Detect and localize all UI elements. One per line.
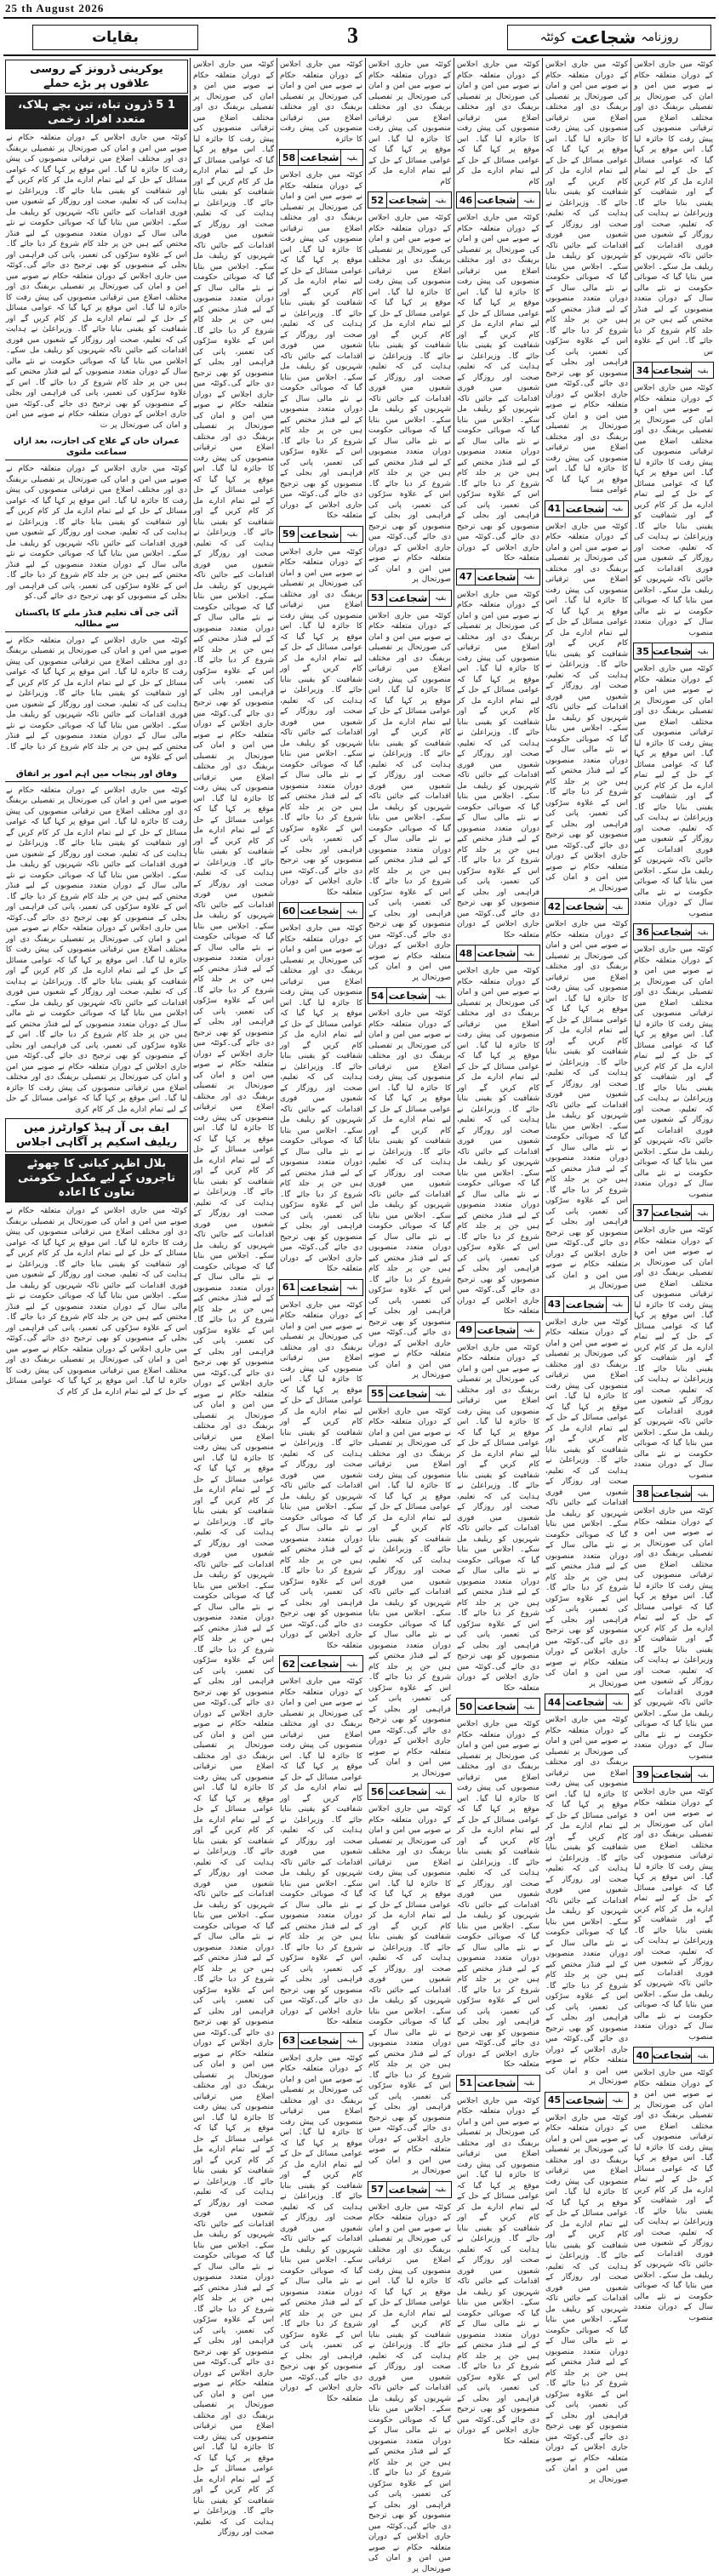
- article-text: کوئٹہ میں جاری اجلاس کے دوران متعلقہ حکام نے صوبے میں امن و امان کی صورتحال پر تفصیلی بریفنگ دی اور مختلف اضلاع میں ترقیاتی منصوبوں کی پیش رفت کا جائزہ لیا گیا۔ اس موقع پر کہا گیا کہ عوامی مسائل کے حل کے لیے تمام ادارے مل کر کام کریں گے اور شفافیت کو یقینی بنایا جائے گا۔ وزیراعلیٰ نے ہدایت کی کہ تعلیم، صحت اور روزگار کے شعبوں میں فوری اقدامات کیے جائیں تاکہ شہریوں کو ریلیف مل سکے۔ اجلاس میں بتایا گیا کہ صوبائی حکومت نے نئے مالی سال کے دوران متعدد منصوب: [631, 1785, 716, 2044]
- tag-brand: شجاعت: [299, 527, 340, 542]
- article-text: کوئٹہ میں جاری اجلاس کے دوران متعلقہ حکام نے صوبے میں امن و امان کی صورتحال پر تفصیلی بریفنگ دی اور مختلف اضلاع میں ترقیاتی منصوبوں کی پیش رفت کا جائزہ لیا گیا۔ اس موقع پر کہا گیا کہ عوامی مسائل کے حل کے لیے تمام ادارے مل کر کام کریں گے اور شفافیت کو یقینی بنایا جائے گا۔ وزیراعلیٰ نے ہدایت کی کہ تعلیم، صحت اور روزگار کے شعبوں میں فوری اقدامات کیے جائیں تاکہ شہریوں کو ریلیف مل سکے۔ اجلاس میں بتایا گیا کہ صوبائی حکومت نے نئے مالی سال کے دوران متعدد منصوبوں کے لیے فنڈز مختص کیے ہیں جن پر جلد کام شروع کر دیا جائے گا۔ اس کے علاوہ س: [631, 58, 716, 359]
- paper-name: شجاعت: [571, 27, 636, 48]
- continued-story-tag: [456, 191, 540, 208]
- continued-story-tag: [633, 1204, 714, 1221]
- continued-story-tag: [368, 191, 452, 208]
- headline-federal-punjab: وفاق اور پنجاب میں اہم امور پر اتفاق: [5, 767, 188, 782]
- masthead: [3, 20, 716, 54]
- tag-number: 61: [280, 1280, 299, 1295]
- tag-number: 37: [634, 1205, 653, 1220]
- article-text: کوئٹہ میں جاری اجلاس کے دوران متعلقہ حکام نے صوبے میں امن و امان کی صورتحال پر تفصیلی بریفنگ دی اور مختلف اضلاع میں ترقیاتی منصوبوں کی پیش رفت کا جائزہ لیا گیا۔ اس موقع پر کہا گیا کہ عوامی مسائل کے حل کے لیے تمام ادارے مل کر کام کریں گے اور شفافیت کو یقینی بنایا جائے گا۔ وزیراعلیٰ نے ہدایت کی کہ تعلیم، صحت اور روزگار کے شعبوں میں فوری اقدامات کیے جائیں تاکہ شہریوں کو ریلیف مل سکے۔ اجلاس میں بتایا گیا کہ صوبائی حکومت نے نئے مالی سال کے دوران متعدد منصوب: [631, 2066, 716, 2325]
- tag-brand: شجاعت: [476, 192, 517, 208]
- tag-label: بقیہ: [429, 2182, 451, 2197]
- tag-label: بقیہ: [429, 988, 451, 1003]
- tag-number: 53: [368, 591, 387, 606]
- column-6: [190, 58, 277, 1320]
- column-1: [631, 58, 716, 1320]
- continued-story-tag: [279, 526, 363, 543]
- column-7: [3, 58, 190, 1320]
- article-text: کوئٹہ میں جاری اجلاس کے دوران متعلقہ حکام نے صوبے میں امن و امان کی صورتحال پر تفصیلی بریفنگ دی اور مختلف اضلاع میں ترقیاتی منصوبوں کی پیش رفت کا جائزہ لیا گیا۔ اس موقع پر کہا گیا کہ عوامی مسائل کے حل کے لیے تمام ادارے مل کر کام کریں گے اور شفافیت کو یقینی بنایا جائے گا۔ وزیراعلیٰ نے ہدایت کی کہ تعلیم، صحت اور روزگار کے شعبوں میں فوری اقدامات کیے جائیں تاکہ شہریوں کو ریلیف مل سکے۔ اجلاس میں بتایا گیا کہ صوبائی حکومت نے نئے مالی سال کے دوران متعدد منصوبوں کے لیے فنڈز مختص کیے ہیں جن پر جلد کام شروع کر دیا جائے گا۔ اس کے علاوہ سڑکوں کی تعمیر، پانی کی فراہمی اور بجلی کے منصوبوں کو بھی ترجیح دی جائے گی۔کوئٹہ میں جاری اجلاس کے دوران متعلقہ حکا: [454, 588, 542, 943]
- tag-brand: شجاعت: [476, 1699, 517, 1714]
- continued-story-tag: [456, 568, 540, 585]
- tag-number: 40: [634, 2048, 653, 2063]
- tag-label: بقیہ: [517, 1699, 539, 1714]
- continued-story-tag: [368, 1385, 452, 1402]
- tag-label: بقیہ: [429, 192, 451, 208]
- tag-number: 43: [545, 1297, 564, 1312]
- article-text: کوئٹہ میں جاری اجلاس کے دوران متعلقہ حکام نے صوبے میں امن و امان کی صورتحال پر تفصیلی بریفنگ دی اور مختلف اضلاع میں ترقیاتی منصوبوں کی پیش رفت کا جائزہ: [277, 58, 365, 146]
- article-text: کوئٹہ میں جاری اجلاس کے دوران متعلقہ حکام نے صوبے میں امن و امان کی صورتحال پر تفصیلی بریفنگ دی اور مختلف اضلاع میں ترقیاتی منصوبوں کی پیش رفت کا جائزہ لیا گیا۔ اس موقع پر کہا گیا کہ عوامی مسائل کے حل کے لیے تمام ادارے مل کر کام کریں گے اور شفافیت کو یقینی بنایا جائے گا۔ وزیراعلیٰ نے ہدایت کی کہ تعلیم، صحت اور روزگار کے شعبوں میں فوری اقدامات کیے جائیں تاکہ شہریوں کو ریلیف مل سکے۔ اجلاس میں بتایا گیا کہ صوبائی حکومت نے نئے مالی سال کے دوران متعدد منصوبوں کے لیے فنڈز مختص کیے ہیں جن پر جلد کام شروع کر دیا جائے گا۔ اس کے علاوہ سڑکوں کی تعمیر، پانی کی فراہمی اور بجلی کے منصوبوں کو بھی ترجیح دی جائے گی۔کوئٹہ میں جاری اجلاس کے دوران متعلقہ حکام نے صوبے میں امن و امان کی صورتحال پر تفصیلی بریفنگ دی اور مختلف اضلاع میں ترقیاتی منصوبوں کی پیش رفت کا جائزہ لیا گیا۔ اس موقع پر کہا گیا کہ عوامی مسائل کے حل کے لیے تمام ادارے مل کر کام ک: [3, 1204, 190, 1399]
- article-text: کوئٹہ میں جاری اجلاس کے دوران متعلقہ حکام نے صوبے میں امن و امان کی صورتحال پر تفصیلی بریفنگ دی اور مختلف اضلاع میں ترقیاتی منصوبوں کی پیش رفت کا جائزہ لیا گیا۔ اس موقع پر کہا گیا کہ عوامی مسائل کے حل کے لیے تمام ادارے مل کر کام کریں گے اور شفافیت کو یقینی بنایا جائے گا۔ وزیراعلیٰ نے ہدایت کی کہ تعلیم، صحت اور روزگار کے شعبوں میں فوری اقدامات کیے جائیں تاکہ شہریوں کو ریلیف مل سکے۔ اجلاس میں بتایا گیا کہ صوبائی حکومت نے نئے مالی سال کے دوران متعدد منصوبوں کے لیے فنڈز مختص کیے ہیں جن پر جلد کام شروع کر دیا جائے گا۔ اس کے علاوہ سڑکوں کی تعمیر، پانی کی فراہمی اور بجلی کے منصوبوں کو بھی ترجیح دی جائے گی۔کوئٹہ میں جاری اجلاس کے دوران متعلقہ حکام نے صوبے میں امن و امان کی صورتحال پر: [366, 2201, 454, 2576]
- tag-label: بقیہ: [691, 1486, 713, 1501]
- masthead-rule: [3, 54, 716, 56]
- article-text: کوئٹہ میں جاری اجلاس کے دوران متعلقہ حکام نے صوبے میں امن و امان کی صورتحال پر تفصیلی بریفنگ دی اور مختلف اضلاع میں ترقیاتی منصوبوں کی پیش رفت کا جائزہ لیا گیا۔ اس موقع پر کہا گیا کہ عوامی مسائل کے حل کے لیے تمام ادارے مل کر کام کریں گے اور شفافیت کو یقینی بنایا جائے گا۔ وزیراعلیٰ نے ہدایت کی کہ تعلیم، صحت اور روزگار کے شعبوں میں فوری اقدامات کیے جائیں تاکہ شہریوں کو ریلیف مل سکے۔ اجلاس میں بتایا گیا کہ صوبائی حکومت نے نئے مالی سال کے دوران متعدد منصوب: [631, 1224, 716, 1482]
- tag-label: بقیہ: [606, 1694, 628, 1710]
- tag-label: بقیہ: [517, 2076, 539, 2091]
- article-text: کوئٹہ میں جاری اجلاس کے دوران متعلقہ حکام نے صوبے میں امن و امان کی صورتحال پر تفصیلی بریفنگ دی اور مختلف اضلاع میں ترقیاتی منصوبوں کی پیش رفت کا جائزہ لیا گیا۔ اس موقع پر کہا گیا کہ عوامی مسائل کے حل کے لیے تمام ادارے مل کر کام کریں گے اور شفافیت کو یقینی بنایا جائے گا۔ وزیراعلیٰ نے ہدایت کی کہ تعلیم، صحت اور روزگار کے شعبوں میں فوری اقدامات کیے جائیں تاکہ شہریوں کو ریلیف مل سکے۔ اجلاس میں بتایا گیا کہ صوبائی حکومت نے نئے مالی سال کے دوران متعدد منصوب: [631, 943, 716, 1202]
- continued-story-tag: [368, 2181, 452, 2198]
- subheadline-fbr-meeting: بلال اظہر کیانی کا چھوٹے تاجروں کے لیے مکمل حکومتی تعاون کا اعادہ: [5, 1154, 188, 1202]
- article-text: کوئٹہ میں جاری اجلاس کے دوران متعلقہ حکام نے صوبے میں امن و امان کی صورتحال پر تفصیلی بریفنگ دی اور مختلف اضلاع میں ترقیاتی منصوبوں کی پیش رفت کا جائزہ لیا گیا۔ اس موقع پر کہا گیا کہ عوامی مسائل کے حل کے لیے تمام ادارے مل کر کام کریں گے اور شفافیت کو یقینی بنایا جائے گا۔ وزیراعلیٰ نے ہدایت کی کہ تعلیم، صحت اور روزگار کے شعبوں میں فوری اقدامات کیے جائیں تاکہ شہریوں کو ریلیف مل سکے۔ اجلاس میں بتایا گیا کہ صوبائی حکومت نے نئے مالی سال کے دوران متعدد منصوبوں کے لیے فنڈز مختص کیے ہیں جن پر جلد کام شروع کر دیا جائے گا۔ اس کے علاوہ سڑکوں کی تعمیر، پانی کی فراہمی اور بجلی کے منصوبوں کو بھی ترجیح دی جائے گی۔کوئٹہ میں جاری اجلاس کے دوران متعلقہ حکام نے صوبے میں امن و امان کی صورتحال پر: [543, 917, 631, 1294]
- article-text: کوئٹہ میں جاری اجلاس کے دوران متعلقہ حکام نے صوبے میں امن و امان کی صورتحال پر تفصیلی بریفنگ دی اور مختلف اضلاع میں ترقیاتی منصوبوں کی پیش رفت کا جائزہ لیا گیا۔ اس موقع پر کہا گیا کہ عوامی مسائل کے حل کے لیے تمام ادارے مل کر کام کریں گے اور شفافیت کو یقینی بنایا جائے گا۔ وزیراعلیٰ نے ہدایت کی کہ تعلیم، صحت اور روزگار کے شعبوں میں فوری اقدامات کیے جائیں تاکہ شہریوں کو ریلیف مل سکے۔ اجلاس میں بتایا گیا کہ صوبائی حکومت نے نئے مالی سال کے دوران متعدد منصوبوں کے لیے فنڈز مختص کیے ہیں جن پر جلد کام شروع کر دیا جائے گا۔ اس کے علاوہ سڑکوں کی تعمیر، پانی کی فراہمی اور بجلی کے منصوبوں کو بھی ترجیح دی جائے گی۔کوئٹہ میں جاری اجلاس کے دوران متعلقہ حکا: [277, 2052, 365, 2407]
- article-text: کوئٹہ میں جاری اجلاس کے دوران متعلقہ حکام نے صوبے میں امن و امان کی صورتحال پر تفصیلی بریفنگ دی اور مختلف اضلاع میں ترقیاتی منصوبوں کی پیش رفت کا جائزہ لیا گیا۔ اس موقع پر کہا گیا کہ عوامی مسائل کے حل کے لیے تمام ادارے مل کر کام کریں گے اور شفافیت کو یقینی بنایا جائے گا۔ وزیراعلیٰ نے ہدایت کی کہ تعلیم، صحت اور روزگار کے شعبوں میں فوری اقدامات کیے جائیں تاکہ شہریوں کو ریلیف مل سکے۔ اجلاس میں بتایا گیا کہ صوبائی حکومت نے نئے مالی سال کے دوران متعدد منصوبوں کے لیے فنڈز مختص کیے ہیں جن پر جلد کام شروع کر دیا جائے گا۔ اس کے علاوہ سڑکوں کی تعمیر، پانی کی فراہمی اور بجلی کے منصوبوں کو بھی ترجیح دی جائے گی۔کوئٹہ میں جاری اجلاس کے دوران متعلقہ حکام نے صوبے میں امن و امان کی صورتحال پر: [366, 1802, 454, 2179]
- paper-prefix: روزنامہ: [641, 31, 678, 44]
- tag-brand: شجاعت: [476, 1322, 517, 1338]
- headline-fbr-meeting: ایف بی آر ہیڈ کوارٹرز میں ریلیف اسکیم پر آگاہی اجلاس: [5, 1118, 188, 1152]
- tag-brand: شجاعت: [476, 2076, 517, 2091]
- continued-story-tag: [633, 2047, 714, 2064]
- tag-number: 62: [280, 1656, 299, 1671]
- tag-label: بقیہ: [517, 569, 539, 585]
- headline-imran-khan: عمران خان کے علاج کی اجازت، بعد ازاں سماعت ملتوی: [5, 434, 188, 460]
- article-text: کوئٹہ میں جاری اجلاس کے دوران متعلقہ حکام نے صوبے میں امن و امان کی صورتحال پر تفصیلی بریفنگ دی اور مختلف اضلاع میں ترقیاتی منصوبوں کی پیش رفت کا جائزہ لیا گیا۔ اس موقع پر کہا گیا کہ عوامی مسائل کے حل کے لیے تمام ادارے مل کر کام کریں گے اور شفافیت کو یقینی بنایا جائے گا۔ وزیراعلیٰ نے ہدایت کی کہ تعلیم، صحت اور روزگار کے شعبوں میں فوری اقدامات کیے جائیں تاکہ شہریوں کو ریلیف مل سکے۔ اجلاس میں بتایا گیا کہ صوبائی حکومت نے نئے مالی سال کے دوران متعدد منصوبوں کے لیے فنڈز مختص کیے ہیں جن پر جلد کام شروع کر دیا جائے گا۔ اس کے علاوہ سڑکوں کی تعمیر، پانی کی فراہمی اور بجلی کے منصوبوں کو بھی ترجیح دی جائے گی۔کوئٹہ میں جاری اجلاس کے دوران متعلقہ حکام نے صوبے میں امن و امان کی صورتحال پر تفصیلی بریفنگ دی اور مختلف اضلاع میں ترقیاتی منصوبوں کی پیش رفت کا جائزہ لیا گیا۔ اس موقع پر کہا گیا کہ عوامی مسائل کے حل کے لیے تمام ادارے مل کر کام کریں گے اور شفافیت کو یقینی بنایا جائے گا۔ وزیراعلیٰ نے ہدایت کی کہ تعلیم، صحت اور روزگار کے شعبوں میں فوری اقدامات کیے جائیں تاکہ شہریوں کو ریلیف مل سکے۔ اجلاس میں بتایا گیا کہ صوبائی حکومت نے نئے مالی سال کے دوران متعدد منصوبوں کے لیے فنڈز مختص کیے ہیں جن پر جلد کام شروع کر دیا جائے گا۔ اس کے علاوہ سڑکوں کی تعمیر، پانی کی فراہمی اور بجلی کے منصوبوں کو بھی ترجیح دی جائے گی۔کوئٹہ میں جاری اجلاس کے دوران متعلقہ حکام نے صوبے میں امن و امان کی صورتحال پر تفصیلی بریفنگ دی اور مختلف اضلاع میں ترقیاتی منصوبوں کی پیش رفت کا جائزہ لیا گیا۔ اس موقع پر کہا گیا کہ عوامی مسائل کے حل کے لیے تمام ادارے مل کر کام کری: [3, 784, 190, 1117]
- section-title: بقایات: [32, 25, 198, 50]
- continued-story-tag: [279, 2032, 363, 2049]
- tag-brand: شجاعت: [476, 945, 517, 961]
- tag-brand: شجاعت: [299, 1280, 340, 1295]
- article-text: کوئٹہ میں جاری اجلاس کے دوران متعلقہ حکام نے صوبے میں امن و امان کی صورتحال پر تفصیلی بریفنگ دی اور مختلف اضلاع میں ترقیاتی منصوبوں کی پیش رفت کا جائزہ لیا گیا۔ اس موقع پر کہا گیا کہ عوامی مسائل کے حل کے لیے تمام ادارے مل کر کام کریں گے اور شفافیت کو یقینی بنایا جائے گا۔ وزیراعلیٰ نے ہدایت کی کہ تعلیم، صحت اور روزگار کے شعبوں میں فوری اقدامات کیے جائیں تاکہ شہریوں کو ریلیف مل سکے۔ اجلاس میں بتایا گیا کہ صوبائی حکومت نے نئے مالی سال کے دوران متعدد منصوبوں کے لیے فنڈز مختص کیے ہیں جن پر جلد کام شروع کر دیا جائے گا۔ اس کے علاوہ سڑکوں کی تعمیر، پانی کی فراہمی اور بجلی کے منصوبوں کو بھی ترجیح دی جائے گی۔کوئٹہ میں جاری اجلاس کے دوران متعلقہ حکا: [454, 1717, 542, 2072]
- tag-number: 51: [457, 2076, 476, 2091]
- column-3: [454, 58, 542, 1320]
- tag-label: بقیہ: [517, 945, 539, 961]
- tag-label: بقیہ: [517, 192, 539, 208]
- tag-brand: شجاعت: [387, 2182, 429, 2197]
- tag-label: بقیہ: [691, 924, 713, 940]
- tag-number: 41: [545, 501, 564, 517]
- continued-story-tag: [279, 149, 363, 166]
- paper-city: کوئٹہ: [540, 31, 566, 44]
- continued-story-tag: [633, 1766, 714, 1783]
- tag-label: بقیہ: [691, 363, 713, 378]
- continued-story-tag: [368, 590, 452, 607]
- tag-brand: شجاعت: [387, 988, 429, 1003]
- tag-brand: شجاعت: [299, 150, 340, 165]
- tag-label: بقیہ: [691, 643, 713, 659]
- article-text: کوئٹہ میں جاری اجلاس کے دوران متعلقہ حکام نے صوبے میں امن و امان کی صورتحال پر تفصیلی بریفنگ دی اور مختلف اضلاع میں ترقیاتی منصوبوں کی پیش رفت کا جائزہ لیا گیا۔ اس موقع پر کہا گیا کہ عوامی مسائل کے حل کے لیے تمام ادارے مل کر کام کریں گے اور شفافیت کو یقینی بنایا جائے گا۔ وزیراعلیٰ نے ہدایت کی کہ تعلیم، صحت اور روزگار کے شعبوں میں فوری اقدامات کیے جائیں تاکہ شہریوں کو ریلیف مل سکے۔ اجلاس میں بتایا گیا کہ صوبائی حکومت نے نئے مالی سال کے دوران متعدد منصوبوں کے لیے فنڈز مختص کیے ہیں جن پر جلد کام شروع کر دیا جائے گا۔ اس کے علاوہ سڑکوں کی تعمیر، پانی کی فراہمی اور بجلی کے منصوبوں کو بھی ترجیح دی جائے گی۔کوئٹہ میں جاری اجلاس کے دوران متعلقہ حکا: [454, 2094, 542, 2449]
- tag-brand: شجاعت: [387, 1386, 429, 1402]
- tag-number: 44: [545, 1694, 564, 1710]
- continued-story-tag: [545, 1694, 629, 1711]
- tag-label: بقیہ: [691, 2048, 713, 2063]
- headline-drone-attacks: یوکرینی ڈرونز کے روسی علاقوں پر بڑے حملے: [5, 60, 188, 94]
- tag-brand: شجاعت: [476, 569, 517, 585]
- continued-story-tag: [368, 987, 452, 1004]
- headline-education-funds: آئی جی آف تعلیم فنڈز ملنے کا پاکستان سے مطالبہ: [5, 606, 188, 632]
- tag-brand: شجاعت: [653, 643, 692, 659]
- article-text: کوئٹہ میں جاری اجلاس کے دوران متعلقہ حکام نے صوبے میں امن و امان کی صورتحال پر تفصیلی بریفنگ دی اور مختلف اضلاع میں ترقیاتی منصوبوں کی پیش رفت کا جائزہ لیا گیا۔ اس موقع پر کہا گیا کہ عوامی مسائل کے حل کے لیے تمام ادارے مل کر کام کریں گے اور شفافیت کو یقینی بنایا جائے گا۔ وزیراعلیٰ نے ہدایت کی کہ تعلیم، صحت اور روزگار کے شعبوں میں فوری اقدامات کیے جائیں تاکہ شہریوں کو ریلیف مل سکے۔ اجلاس میں بتایا گیا کہ صوبائی حکومت نے نئے مالی سال کے دوران متعدد منصوبوں کے لیے فنڈز مختص کیے ہیں جن پر جلد کام شروع کر دیا جائے گا۔ اس کے علاوہ سڑکوں کی تعمیر، پانی کی فراہمی اور بجلی کے منصوبوں کو بھی ترجیح دی جائے گی۔کوئٹہ میں جاری اجلاس کے دوران متعلقہ حکا: [277, 1675, 365, 2030]
- tag-number: 39: [634, 1767, 653, 1782]
- article-text: کوئٹہ میں جاری اجلاس کے دوران متعلقہ حکام نے صوبے میں امن و امان کی صورتحال پر تفصیلی بریفنگ دی اور مختلف اضلاع میں ترقیاتی منصوبوں کی پیش رفت کا جائزہ لیا گیا۔ اس موقع پر کہا گیا کہ عوامی مسائل کے حل کے لیے تمام ادارے مل کر کام کریں گے اور شفافیت کو یقینی بنایا جائے گا۔ وزیراعلیٰ نے ہدایت کی کہ تعلیم، صحت اور روزگار کے شعبوں میں فوری اقدامات کیے جائیں تاکہ شہریوں کو ریلیف مل سکے۔ اجلاس میں بتایا گیا کہ صوبائی حکومت نے نئے مالی سال کے دوران متعدد منصوبوں کے لیے فنڈز مختص کیے ہیں جن پر جلد کام شروع کر دیا جائے گا۔ اس کے علاوہ سڑکوں کی تعمیر، پانی کی فراہمی اور بجلی کے منصوبوں کو بھی ترجیح دی جائے گی۔کوئٹہ میں جاری اجلاس کے دوران متعلقہ حکا: [277, 922, 365, 1277]
- top-rule: [3, 17, 716, 19]
- article-text: کوئٹہ میں جاری اجلاس کے دوران متعلقہ حکام نے صوبے میں امن و امان کی صورتحال پر تفصیلی بریفنگ دی اور مختلف اضلاع میں ترقیاتی منصوبوں کی پیش رفت کا جائزہ لیا گیا۔ اس موقع پر کہا گیا کہ عوامی مسائل کے حل کے لیے تمام ادارے مل کر کام کریں گے اور شفافیت کو یقینی بنایا جائے گا۔ وزیراعلیٰ نے ہدایت کی کہ تعلیم، صحت اور روزگار کے شعبوں میں فوری اقدامات کیے جائیں تاکہ شہریوں کو ریلیف مل سکے۔ اجلاس میں بتایا گیا کہ صوبائی حکومت نے نئے مالی سال کے دوران متعدد منصوب: [631, 381, 716, 640]
- column-2: [542, 58, 631, 1320]
- tag-label: بقیہ: [606, 1297, 628, 1312]
- tag-number: 49: [457, 1322, 476, 1338]
- tag-number: 36: [634, 924, 653, 940]
- tag-label: بقیہ: [340, 150, 362, 165]
- tag-brand: شجاعت: [564, 501, 606, 517]
- continued-story-tag: [545, 898, 629, 915]
- tag-label: بقیہ: [606, 2093, 628, 2108]
- article-text: کوئٹہ میں جاری اجلاس کے دوران متعلقہ حکام نے صوبے میں امن و امان کی صورتحال پر تفصیلی بریفنگ دی اور مختلف اضلاع میں ترقیاتی منصوبوں کی پیش رفت کا جائزہ لیا گیا۔ اس موقع پر کہا گیا کہ عوامی مسائل کے حل کے لیے تمام ادارے مل کر کام کریں گے اور شفافیت کو یقینی بنایا جائے گا۔ وزیراعلیٰ نے ہدایت کی کہ تعلیم، صحت اور روزگار کے شعبوں میں فوری اقدامات کیے جائیں تاکہ شہریوں کو ریلیف مل سکے۔ اجلاس میں بتایا گیا کہ صوبائی حکومت نے نئے مالی سال کے دوران متعدد منصوبوں کے لیے فنڈز مختص کیے ہیں جن پر جلد کام شروع کر دیا جائے گا۔ اس کے علاوہ سڑکوں کی تعمیر، پانی کی فراہمی اور بجلی کے منصوبوں کو بھی ترجیح دی جائے گی۔کوئٹہ میں جاری اجلاس کے دوران متعلقہ حکام نے صوبے میں امن و امان کی صورتحال پر: [366, 211, 454, 587]
- tag-number: 54: [368, 988, 387, 1003]
- tag-brand: شجاعت: [653, 363, 692, 378]
- tag-number: 45: [545, 2093, 564, 2108]
- continued-story-tag: [633, 1485, 714, 1502]
- article-text: کوئٹہ میں جاری اجلاس کے دوران متعلقہ حکام نے صوبے میں امن و امان کی صورتحال پر تفصیلی بریفنگ دی اور مختلف اضلاع میں ترقیاتی منصوبوں کی پیش رفت کا جائزہ لیا گیا۔ اس موقع پر کہا گیا کہ عوامی مسائل کے حل کے لیے تمام ادارے مل کر کام کریں گے اور شفافیت کو یقینی بنایا جائے گا۔ وزیراعلیٰ نے ہدایت کی کہ تعلیم، صحت اور روزگار کے شعبوں میں فوری اقدامات کیے جائیں تاکہ شہریوں کو ریلیف مل سکے۔ اجلاس میں بتایا گیا کہ صوبائی حکومت نے نئے مالی سال کے دوران متعدد منصوبوں کے لیے فنڈز مختص کیے ہیں جن پر جلد کام شروع کر دیا جائے گا۔ اس کے علاوہ س: [3, 634, 190, 765]
- article-text: کوئٹہ میں جاری اجلاس کے دوران متعلقہ حکام نے صوبے میں امن و امان کی صورتحال پر تفصیلی بریفنگ دی اور مختلف اضلاع میں ترقیاتی منصوبوں کی پیش رفت کا جائزہ لیا گیا۔ اس موقع پر کہا گیا کہ عوامی مسائل کے حل کے لیے تمام ادارے مل کر کام کریں گے اور شفافیت کو یقینی بنایا جائے گا۔ وزیراعلیٰ نے ہدایت کی کہ تعلیم، صحت اور روزگار کے شعبوں میں فوری اقدامات کیے جائیں تاکہ شہریوں کو ریلیف مل سکے۔ اجلاس میں بتایا گیا کہ صوبائی حکومت نے نئے مالی سال کے دوران متعدد منصوبوں کے لیے فنڈز مختص کیے ہیں جن پر جلد کام شروع کر دیا جائے گا۔ اس کے علاوہ سڑکوں کی تعمیر، پانی کی فراہمی اور بجلی کے منصوبوں کو بھی ترجیح دی جائے گی۔کوئٹہ میں جاری اجلاس کے دوران متعلقہ حکام نے صوبے میں امن و امان کی صورتحال پر: [543, 1316, 631, 1692]
- article-text: کوئٹہ میں جاری اجلاس کے دوران متعلقہ حکام نے صوبے میں امن و امان کی صورتحال پر تفصیلی بریفنگ دی اور مختلف اضلاع میں ترقیاتی منصوبوں کی پیش رفت کا جائزہ لیا گیا۔ اس موقع پر کہا گیا کہ عوامی مسائل کے حل کے لیے تمام ادارے مل کر کام: [454, 58, 542, 189]
- tag-brand: شجاعت: [299, 903, 340, 918]
- continued-story-tag: [279, 902, 363, 919]
- tag-number: 38: [634, 1486, 653, 1501]
- dateline: 25 th August 2026: [5, 2, 104, 15]
- tag-number: 57: [368, 2182, 387, 2197]
- tag-number: 35: [634, 643, 653, 659]
- tag-label: بقیہ: [340, 2033, 362, 2048]
- continued-story-tag: [633, 923, 714, 940]
- tag-label: بقیہ: [429, 1784, 451, 1799]
- article-text: کوئٹہ میں جاری اجلاس کے دوران متعلقہ حکام نے صوبے میں امن و امان کی صورتحال پر تفصیلی بریفنگ دی اور مختلف اضلاع میں ترقیاتی منصوبوں کی پیش رفت کا جائزہ لیا گیا۔ اس موقع پر کہا گیا کہ عوامی مسائل کے حل کے لیے تمام ادارے مل کر کام کریں گے اور شفافیت کو یقینی بنایا جائے گا۔ وزیراعلیٰ نے ہدایت کی کہ تعلیم، صحت اور روزگار کے شعبوں میں فوری اقدامات کیے جائیں تاکہ شہریوں کو ریلیف مل سکے۔ اجلاس میں بتایا گیا کہ صوبائی حکومت نے نئے مالی سال کے دوران متعدد منصوب: [631, 1505, 716, 1763]
- article-text: کوئٹہ میں جاری اجلاس کے دوران متعلقہ حکام نے صوبے میں امن و امان کی صورتحال پر تفصیلی بریفنگ دی اور مختلف اضلاع میں ترقیاتی منصوبوں کی پیش رفت کا جائزہ لیا گیا۔ اس موقع پر کہا گیا کہ عوامی مسائل کے حل کے لیے تمام ادارے مل کر کام کریں گے اور شفافیت کو یقینی بنایا جائے گا۔ وزیراعلیٰ نے ہدایت کی کہ تعلیم، صحت اور روزگار کے شعبوں میں فوری اقدامات کیے جائیں تاکہ شہریوں کو ریلیف مل سکے۔ اجلاس میں بتایا گیا کہ صوبائی حکومت نے نئے مالی سال کے دوران متعدد منصوبوں کے لیے فنڈز مختص کیے ہیں جن پر جلد کام شروع کر دیا جائے گا۔ اس کے علاوہ سڑکوں کی تعمیر، پانی کی فراہمی اور بجلی کے منصوبوں کو بھی ترجیح دی جائے گی۔کوئٹہ میں جاری اجلاس کے دوران متعلقہ حکام نے صوبے میں امن و امان کی صورتحال پر: [366, 1405, 454, 1781]
- tag-label: بقیہ: [691, 1767, 713, 1782]
- tag-number: 59: [280, 527, 299, 542]
- paper-name-box: [507, 25, 711, 50]
- tag-number: 34: [634, 363, 653, 378]
- tag-brand: شجاعت: [653, 924, 692, 940]
- article-text: کوئٹہ میں جاری اجلاس کے دوران متعلقہ حکام نے صوبے میں امن و امان کی صورتحال پر تفصیلی بریفنگ دی اور مختلف اضلاع میں ترقیاتی منصوبوں کی پیش رفت کا جائزہ لیا گیا۔ اس موقع پر کہا گیا کہ عوامی مسائل کے حل کے لیے تمام ادارے مل کر کام کریں گے اور شفافیت کو یقینی بنایا جائے گا۔ وزیراعلیٰ نے ہدایت کی کہ تعلیم، صحت اور روزگار کے شعبوں میں فوری اقدامات کیے جائیں تاکہ شہریوں کو ریلیف مل سکے۔ اجلاس میں بتایا گیا کہ صوبائی حکومت نے نئے مالی سال کے دوران متعدد منصوبوں کے لیے فنڈز مختص کیے ہیں جن پر جلد کام شروع کر دیا جائے گا۔ اس کے علاوہ سڑکوں کی تعمیر، پانی کی فراہمی اور بجلی کے منصوبوں کو بھی ترجیح دی جائے گی۔کوئٹہ میں جاری اجلاس کے دوران متعلقہ حکام نے صوبے میں امن و امان کی صورتحال پر تفصیلی بریفنگ دی اور مختلف اضلاع میں ترقیاتی منصوبوں کی پیش رفت کا جائزہ لیا گیا۔ اس موقع پر کہا گیا کہ عوامی مسائل کے حل کے لیے تمام ادارے مل کر کام کریں گے اور شفافیت کو یقینی بنایا جائے گا۔ وزیراعلیٰ نے ہدایت کی کہ تعلیم، صحت اور روزگار کے شعبوں میں فوری اقدامات کیے جائیں تاکہ شہریوں کو ریلیف مل سکے۔ اجلاس میں بتایا گیا کہ صوبائی حکومت نے نئے مالی سال کے دوران متعدد منصوبوں کے لیے فنڈز مختص کیے ہیں جن پر جلد کام شروع کر دیا جائے گا۔ اس کے علاوہ سڑکوں کی تعمیر، پانی کی فراہمی اور بجلی کے منصوبوں کو بھی ترجیح دی جائے گی۔کوئٹہ میں جاری اجلاس کے دوران متعلقہ حکام نے صوبے میں امن و امان کی صورتحال پر تفصیلی بریفنگ دی اور مختلف اضلاع میں ترقیاتی منصوبوں کی پیش رفت کا جائزہ لیا گیا۔ اس موقع پر کہا گیا کہ عوامی مسائل کے حل کے لیے تمام ادارے مل کر کام کریں گے اور شفافیت کو یقینی بنایا جائے گا۔ وزیراعلیٰ نے ہدایت کی کہ تعلیم، صحت اور روزگار کے شعبوں میں فوری اقدامات کیے جائیں تاکہ شہریوں کو ریلیف مل سکے۔ اجلاس میں بتایا گیا کہ صوبائی حکومت نے نئے مالی سال کے دوران متعدد منصوبوں کے لیے فنڈز مختص کیے ہیں جن پر جلد کام شروع کر دیا جائے گا۔ اس کے علاوہ سڑکوں کی تعمیر، پانی کی فراہمی اور بجلی کے منصوبوں کو بھی ترجیح دی جائے گی۔کوئٹہ میں جاری اجلاس کے دوران متعلقہ حکام نے صوبے میں امن و امان کی صورتحال پر تفصیلی بریفنگ دی اور مختلف اضلاع میں ترقیاتی منصوبوں کی پیش رفت کا جائزہ لیا گیا۔ اس موقع پر کہا گیا کہ عوامی مسائل کے حل کے لیے تمام ادارے مل کر کام کریں گے اور شفافیت کو یقینی بنایا جائے گا۔ وزیراعلیٰ نے ہدایت کی کہ تعلیم، صحت اور روزگار کے شعبوں میں فوری اقدامات کیے جائیں تاکہ شہریوں کو ریلیف مل سکے۔ اجلاس میں بتایا گیا کہ صوبائی حکومت نے نئے مالی سال کے دوران متعدد منصوبوں کے لیے فنڈز مختص کیے ہیں جن پر جلد کام شروع کر دیا جائے گا۔ اس کے علاوہ سڑکوں کی تعمیر، پانی کی فراہمی اور بجلی کے منصوبوں کو بھی ترجیح دی جائے گی۔کوئٹہ میں جاری اجلاس کے دوران متعلقہ حکام نے صوبے میں امن و امان کی صورتحال پر تفصیلی بریفنگ دی اور مختلف اضلاع میں ترقیاتی منصوبوں کی پیش رفت کا جائزہ لیا گیا۔ اس موقع پر کہا گیا کہ عوامی مسائل کے حل کے لیے تمام ادارے مل کر کام کریں گے اور شفافیت کو یقینی بنایا جائے گا۔ وزیراعلیٰ نے ہدایت کی کہ تعلیم، صحت اور روزگار کے شعبوں میں فوری اقدامات کیے جائیں تاکہ شہریوں کو ریلیف مل سکے۔ اجلاس میں بتایا گیا کہ صوبائی حکومت نے نئے مالی سال کے دوران متعدد منصوبوں کے لیے فنڈز مختص کیے ہیں جن پر جلد کام شروع کر دیا جائے گا۔ اس کے علاوہ سڑکوں کی تعمیر، پانی کی فراہمی اور بجلی کے منصوبوں کو بھی ترجیح دی جائے گی۔کوئٹہ میں جاری اجلاس کے دوران متعلقہ حکام نے صوبے میں امن و امان کی صورتحال پر تفصیلی بریفنگ دی اور مختلف اضلاع میں ترقیاتی منصوبوں کی پیش رفت کا جائزہ لیا گیا۔ اس موقع پر کہا گیا کہ عوامی مسائل کے حل کے لیے تمام ادارے مل کر کام کریں گے اور شفافیت کو یقینی بنایا جائے گا۔ وزیراعلیٰ نے ہدایت کی کہ تعلیم، صحت اور روزگار کے شعبوں میں فوری اقدامات کیے جائیں تاکہ شہریوں کو ریلیف مل سکے۔ اجلاس میں بتایا گیا کہ صوبائی حکومت نے نئے مالی سال کے دوران متعدد منصوبوں کے لیے فنڈز مختص کیے ہیں جن پر جلد کام شروع کر دیا جائے گا۔ اس کے علاوہ سڑکوں کی تعمیر، پانی کی فراہمی اور بجلی کے منصوبوں کو بھی ترجیح دی جائے گی۔کوئٹہ میں جاری اجلاس کے دوران متعلقہ حکام نے صوبے میں امن و امان کی صورتحال پر تفصیلی بریفنگ دی اور مختلف اضلاع میں ترقیاتی منصوبوں کی پیش رفت کا جائزہ لیا گیا۔ اس موقع پر کہا گیا کہ عوامی مسائل کے حل کے لیے تمام ادارے مل کر کام کریں گے اور شفافیت کو یقینی بنایا جائے گا۔ وزیراعلیٰ نے ہدایت کی کہ تعلیم، صحت اور روزگار کے شعبوں میں فوری اقدامات کیے جائیں تاکہ شہریوں کو ریلیف مل سکے۔ اجلاس میں بتایا گیا کہ صوبائی حکومت نے نئے مالی سال کے دوران متعدد منصوبوں کے لیے فنڈز مختص کیے ہیں جن پر جلد کام شروع کر دیا جائے گا۔ اس کے علاوہ سڑکوں کی تعمیر، پانی کی فراہمی اور بجلی کے منصوبوں کو بھی ترجیح دی جائے گی۔کوئٹہ میں جاری اجلاس کے دوران متعلقہ حکام نے صوبے میں امن و امان کی صورتحال پر تفصیلی بریفنگ دی اور مختلف اضلاع میں ترقیاتی منصوبوں کی پیش رفت کا جائزہ لیا گیا۔ اس موقع پر کہا گیا کہ عوامی مسائل کے حل کے لیے تمام ادارے مل کر کام کریں گے اور شفافیت کو یقینی بنایا جائے گا۔ وزیراعلیٰ نے ہدایت کی کہ تعلیم، صحت اور روزگار: [191, 58, 277, 2540]
- tag-brand: شجاعت: [299, 1656, 340, 1671]
- article-text: کوئٹہ میں جاری اجلاس کے دوران متعلقہ حکام نے صوبے میں امن و امان کی صورتحال پر تفصیلی بریفنگ دی اور مختلف اضلاع میں ترقیاتی منصوبوں کی پیش رفت کا جائزہ لیا گیا۔ اس موقع پر کہا گیا کہ عوامی مسائل کے حل کے لیے تمام ادارے مل کر کام کریں گے اور شفافیت کو یقینی بنایا جائے گا۔ وزیراعلیٰ نے ہدایت کی کہ تعلیم، صحت اور روزگار کے شعبوں میں فوری اقدامات کیے جائیں تاکہ شہریوں کو ریلیف مل سکے۔ اجلاس میں بتایا گیا کہ صوبائی حکومت نے نئے مالی سال کے دوران متعدد منصوب: [631, 662, 716, 921]
- tag-label: بقیہ: [606, 899, 628, 914]
- article-text: کوئٹہ میں جاری اجلاس کے دوران متعلقہ حکام نے صوبے میں امن و امان کی صورتحال پر تفصیلی بریفنگ دی اور مختلف اضلاع میں ترقیاتی منصوبوں کی پیش رفت کا جائزہ لیا گیا۔ اس موقع پر کہا گیا کہ عوامی مسائل کے حل کے لیے تمام ادارے مل کر کام کریں گے اور شفافیت کو یقینی بنایا جائے گا۔ وزیراعلیٰ نے ہدایت کی کہ تعلیم، صحت اور روزگار کے شعبوں میں فوری اقدامات کیے جائیں تاکہ شہریوں کو ریلیف مل سکے۔ اجلاس میں بتایا گیا کہ صوبائی حکومت نے نئے مالی سال کے دوران متعدد منصوبوں کے لیے فنڈز مختص کیے ہیں جن پر جلد کام شروع کر دیا جائے گا۔ اس کے علاوہ سڑکوں کی تعمیر، پانی کی فراہمی اور بجلی کے منصوبوں کو بھی ترجیح دی جائے گی۔کوئٹہ میں جاری اجلاس کے دوران متعلقہ حکام نے صوبے میں امن و امان کی صورتحال پر: [366, 609, 454, 985]
- article-text: کوئٹہ میں جاری اجلاس کے دوران متعلقہ حکام نے صوبے میں امن و امان کی صورتحال پر تفصیلی بریفنگ دی اور مختلف اضلاع میں ترقیاتی منصوبوں کی پیش رفت کا جائزہ لیا گیا۔ اس موقع پر کہا گیا کہ عوامی مسائل کے حل کے لیے تمام ادارے مل کر کام کریں گے اور شفافیت کو یقینی بنایا جائے گا۔ وزیراعلیٰ نے ہدایت کی کہ تعلیم، صحت اور روزگار کے شعبوں میں فوری اقدامات کیے جائیں تاکہ شہریوں کو ریلیف مل سکے۔ اجلاس میں بتایا گیا کہ صوبائی حکومت نے نئے مالی سال کے دوران متعدد منصوبوں کے لیے فنڈز مختص کیے ہیں جن پر جلد کام شروع کر دیا جائے گا۔ اس کے علاوہ سڑکوں کی تعمیر، پانی کی فراہمی اور بجلی کے منصوبوں کو بھی ترجیح دی جائے گی۔کوئٹہ میں جاری اجلاس کے دوران متعلقہ حکا: [277, 1299, 365, 1654]
- tag-brand: شجاعت: [564, 899, 606, 914]
- tag-brand: شجاعت: [653, 1767, 692, 1782]
- tag-number: 47: [457, 569, 476, 585]
- tag-brand: شجاعت: [387, 591, 429, 606]
- article-text: کوئٹہ میں جاری اجلاس کے دوران متعلقہ حکام نے صوبے میں امن و امان کی صورتحال پر تفصیلی بریفنگ دی اور مختلف اضلاع میں ترقیاتی منصوبوں کی پیش رفت کا جائزہ لیا گیا۔ اس موقع پر کہا گیا کہ عوامی مسائل کے حل کے لیے تمام ادارے مل کر کام کریں گے اور شفافیت کو یقینی بنایا جائے گا۔ وزیراعلیٰ نے ہدایت کی کہ تعلیم، صحت اور روزگار کے شعبوں میں فوری اقدامات کیے جائیں تاکہ شہریوں کو ریلیف مل سکے۔ اجلاس میں بتایا گیا کہ صوبائی حکومت نے نئے مالی سال کے دوران متعدد منصوبوں کے لیے فنڈز مختص کیے ہیں جن پر جلد کام شروع کر دیا جائے گا۔ اس کے علاوہ سڑکوں کی تعمیر، پانی کی فراہمی اور بجلی کے منصوبوں کو بھی ترجیح دی جائے گی۔کو: [3, 462, 190, 604]
- continued-story-tag: [633, 643, 714, 660]
- continued-story-tag: [633, 362, 714, 379]
- article-text: کوئٹہ میں جاری اجلاس کے دوران متعلقہ حکام نے صوبے میں امن و امان کی صورتحال پر تفصیلی بریفنگ دی اور مختلف اضلاع میں ترقیاتی منصوبوں کی پیش رفت کا جائزہ لیا گیا۔ اس موقع پر کہا گیا کہ عوامی مسائل کے حل کے لیے تمام ادارے مل کر کام کریں گے اور شفافیت کو یقینی بنایا جائے گا۔ وزیراعلیٰ نے ہدایت کی کہ تعلیم، صحت اور روزگار کے شعبوں میں فوری اقدامات کیے جائیں تاکہ شہریوں کو ریلیف مل سکے۔ اجلاس میں بتایا گیا کہ صوبائی حکومت نے نئے مالی سال کے دوران متعدد منصوبوں کے لیے فنڈز مختص کیے ہیں جن پر جلد کام شروع کر دیا جائے گا۔ اس کے علاوہ سڑکوں کی تعمیر، پانی کی فراہمی اور بجلی کے منصوبوں کو بھی ترجیح دی جائے گی۔کوئٹہ میں جاری اجلاس کے دوران متعلقہ حکام نے صوبے میں امن و امان کی صورتحال پر: [543, 2111, 631, 2487]
- tag-number: 63: [280, 2033, 299, 2048]
- tag-number: 52: [368, 192, 387, 208]
- continued-story-tag: [456, 945, 540, 962]
- continued-story-tag: [279, 1655, 363, 1672]
- tag-brand: شجاعت: [653, 1205, 692, 1220]
- tag-label: بقیہ: [340, 1656, 362, 1671]
- column-5: [277, 58, 365, 1320]
- tag-label: بقیہ: [429, 1386, 451, 1402]
- subheadline-drone-attacks: 1 5 ڈرون تباہ، تین بچے ہلاک، متعدد افراد زخمی: [5, 95, 188, 129]
- article-text: کوئٹہ میں جاری اجلاس کے دوران متعلقہ حکام نے صوبے میں امن و امان کی صورتحال پر تفصیلی بریفنگ دی اور مختلف اضلاع میں ترقیاتی منصوبوں کی پیش رفت کا جائزہ لیا گیا۔ اس موقع پر کہا گیا کہ عوامی مسائل کے حل کے لیے تمام ادارے مل کر کام کریں گے اور شفافیت کو یقینی بنایا جائے گا۔ وزیراعلیٰ نے ہدایت کی کہ تعلیم، صحت اور روزگار کے شعبوں میں فوری اقدامات کیے جائیں تاکہ شہریوں کو ریلیف مل سکے۔ اجلاس میں بتایا گیا کہ صوبائی حکومت نے نئے مالی سال کے دوران متعدد منصوبوں کے لیے فنڈز مختص کیے ہیں جن پر جلد کام شروع کر دیا جائے گا۔ اس کے علاوہ سڑکوں کی تعمیر، پانی کی فراہمی اور بجلی کے منصوبوں کو بھی ترجیح دی جائے گی۔کوئٹہ میں جاری اجلاس کے دوران متعلقہ حکام نے صوبے میں امن و امان کی صورتحال پر: [543, 1713, 631, 2089]
- continued-story-tag: [545, 1296, 629, 1313]
- tag-brand: شجاعت: [564, 2093, 606, 2108]
- article-text: کوئٹہ میں جاری اجلاس کے دوران متعلقہ حکام نے صوبے میں امن و امان کی صورتحال پر تفصیلی بریفنگ دی اور مختلف اضلاع میں ترقیاتی منصوبوں کی پیش رفت کا جائزہ لیا گیا۔ اس موقع پر کہا گیا کہ عوامی مسائل کے حل کے لیے تمام ادارے مل کر کام کریں گے اور شفافیت کو یقینی بنایا جائے گا۔ وزیراعلیٰ نے ہدایت کی کہ تعلیم، صحت اور روزگار کے شعبوں میں فوری اقدامات کیے جائیں تاکہ شہریوں کو ریلیف مل سکے۔ اجلاس میں بتایا گیا کہ صوبائی حکومت نے نئے مالی سال کے دوران متعدد منصوبوں کے لیے فنڈز مختص کیے ہیں جن پر جلد کام شروع کر دیا جائے گا۔ اس کے علاوہ سڑکوں کی تعمیر، پانی کی فراہمی اور بجلی کے منصوبوں کو بھی ترجیح دی جائے گی۔کوئٹہ میں جاری اجلاس کے دوران متعلقہ حکا: [454, 1341, 542, 1696]
- tag-number: 50: [457, 1699, 476, 1714]
- tag-brand: شجاعت: [564, 1297, 606, 1312]
- tag-brand: شجاعت: [387, 192, 429, 208]
- tag-number: 42: [545, 899, 564, 914]
- continued-story-tag: [279, 1279, 363, 1296]
- article-text: کوئٹہ میں جاری اجلاس کے دوران متعلقہ حکام نے صوبے میں امن و امان کی صورتحال پر تفصیلی بریفنگ دی اور مختلف اضلاع میں ترقیاتی منصوبوں کی پیش رفت کا جائزہ لیا گیا۔ اس موقع پر کہا گیا کہ عوامی مسائل کے حل کے لیے تمام ادارے مل کر کام کریں گے اور شفافیت کو یقینی بنایا جائے گا۔ وزیراعلیٰ نے ہدایت کی کہ تعلیم، صحت اور روزگار کے شعبوں میں فوری اقدامات کیے جائیں تاکہ شہریوں کو ریلیف مل سکے۔ اجلاس میں بتایا گیا کہ صوبائی حکومت نے نئے مالی سال کے دوران متعدد منصوبوں کے لیے فنڈز مختص کیے ہیں جن پر جلد کام شروع کر دیا جائے گا۔ اس کے علاوہ سڑکوں کی تعمیر، پانی کی فراہمی اور بجلی کے منصوبوں کو بھی ترجیح دی جائے گی۔کوئٹہ میں جاری اجلاس کے دوران متعلقہ حکا: [454, 964, 542, 1319]
- article-text: کوئٹہ میں جاری اجلاس کے دوران متعلقہ حکام نے صوبے میں امن و امان کی صورتحال پر تفصیلی بریفنگ دی اور مختلف اضلاع میں ترقیاتی منصوبوں کی پیش رفت کا جائزہ لیا گیا۔ اس موقع پر کہا گیا کہ عوامی مسائل کے حل کے لیے تمام ادارے مل کر کام کریں گے اور شفافیت کو یقینی بنایا جائے گا۔ وزیراعلیٰ نے ہدایت کی کہ تعلیم، صحت اور روزگار کے شعبوں میں فوری اقدامات کیے جائیں تاکہ شہریوں کو ریلیف مل سکے۔ اجلاس میں بتایا گیا کہ صوبائی حکومت نے نئے مالی سال کے دوران متعدد منصوبوں کے لیے فنڈز مختص کیے ہیں جن پر جلد کام شروع کر دیا جائے گا۔ اس کے علاوہ سڑکوں کی تعمیر، پانی کی فراہمی اور بجلی کے منصوبوں کو بھی ترجیح دی جائے گی۔کوئٹہ میں جاری اجلاس کے دوران متعلقہ حکا: [277, 545, 365, 900]
- continued-story-tag: [456, 2075, 540, 2092]
- tag-brand: شجاعت: [653, 2048, 692, 2063]
- tag-label: بقیہ: [517, 1322, 539, 1338]
- continued-story-tag: [456, 1322, 540, 1339]
- tag-number: 56: [368, 1784, 387, 1799]
- continued-story-tag: [545, 2092, 629, 2109]
- page-columns: [3, 58, 716, 1320]
- tag-label: بقیہ: [340, 903, 362, 918]
- article-text: کوئٹہ میں جاری اجلاس کے دوران متعلقہ حکام نے صوبے میں امن و امان کی صورتحال پر تفصیلی بریفنگ دی اور مختلف اضلاع میں ترقیاتی منصوبوں کی پیش رفت کا جائزہ لیا گیا۔ اس موقع پر کہا گیا کہ عوامی مسائل کے حل کے لیے تمام ادارے مل کر کام کریں گے اور شفافیت کو یقینی بنایا جائے گا۔ وزیراعلیٰ نے ہدایت کی کہ تعلیم، صحت اور روزگار کے شعبوں میں فوری اقدامات کیے جائیں تاکہ شہریوں کو ریلیف مل سکے۔ اجلاس میں بتایا گیا کہ صوبائی حکومت نے نئے مالی سال کے دوران متعدد منصوبوں کے لیے فنڈز مختص کیے ہیں جن پر جلد کام شروع کر دیا جائے گا۔ اس کے علاوہ سڑکوں کی تعمیر، پانی کی فراہمی اور بجلی کے منصوبوں کو بھی ترجیح دی جائے گی۔کوئٹہ میں جاری اجلاس کے دوران متعلقہ حکا: [277, 168, 365, 523]
- tag-label: بقیہ: [340, 1280, 362, 1295]
- article-text: کوئٹہ میں جاری اجلاس کے دوران متعلقہ حکام نے صوبے میں امن و امان کی صورتحال پر تفصیلی بریفنگ دی اور مختلف اضلاع میں ترقیاتی منصوبوں کی پیش رفت کا جائزہ لیا گیا۔ اس موقع پر کہا گیا کہ عوامی مسائل کے حل کے لیے تمام ادارے مل کر کام کریں گے اور شفافیت کو یقینی بنایا جائے گا۔ وزیراعلیٰ نے ہدایت کی کہ تعلیم، صحت اور روزگار کے شعبوں میں فوری اقدامات کیے جائیں تاکہ شہریوں کو ریلیف مل سکے۔ اجلاس میں بتایا گیا کہ صوبائی حکومت نے نئے مالی سال کے دوران متعدد منصوبوں کے لیے فنڈز مختص کیے ہیں جن پر جلد کام شروع کر دیا جائے گا۔ اس کے علاوہ سڑکوں کی تعمیر، پانی کی فراہمی اور بجلی کے منصوبوں کو بھی ترجیح دی جائے گی۔کوئٹہ میں جاری اجلاس کے دوران متعلقہ حکام نے صوبے میں امن و امان کی صورتحال پر: [366, 1007, 454, 1383]
- article-text: کوئٹہ میں جاری اجلاس کے دوران متعلقہ حکام نے صوبے میں امن و امان کی صورتحال پر تفصیلی بریفنگ دی اور مختلف اضلاع میں ترقیاتی منصوبوں کی پیش رفت کا جائزہ لیا گیا۔ اس موقع پر کہا گیا کہ عوامی مسائل کے حل کے لیے تمام ادارے مل کر کام کریں گے اور شفافیت کو یقینی بنایا جائے گا۔ وزیراعلیٰ نے ہدایت کی کہ تعلیم، صحت اور روزگار کے شعبوں میں فوری اقدامات کیے جائیں تاکہ شہریوں کو ریلیف مل سکے۔ اجلاس میں بتایا گیا کہ صوبائی حکومت نے نئے مالی سال کے دوران متعدد منصوبوں کے لیے فنڈز مختص کیے ہیں جن پر جلد کام شروع کر دیا جائے گا۔ اس کے علاوہ سڑکوں کی تعمیر، پانی کی فراہمی اور بجلی کے منصوبوں کو بھی ترجیح دی جائے گی۔کوئٹہ میں جاری اجلاس کے دوران متعلقہ حکا: [454, 211, 542, 566]
- tag-number: 46: [457, 192, 476, 208]
- article-text: کوئٹہ میں جاری اجلاس کے دوران متعلقہ حکام نے صوبے میں امن و امان کی صورتحال پر تفصیلی بریفنگ دی اور مختلف اضلاع میں ترقیاتی منصوبوں کی پیش رفت کا جائزہ لیا گیا۔ اس موقع پر کہا گیا کہ عوامی مسائل کے حل کے لیے تمام ادارے مل کر کام کریں گے اور شفافیت کو یقینی بنایا جائے گا۔ وزیراعلیٰ نے ہدایت کی کہ تعلیم، صحت اور روزگار کے شعبوں میں فوری اقدامات کیے جائیں تاکہ شہریوں کو ریلیف مل سکے۔ اجلاس میں بتایا گیا کہ صوبائی حکومت نے نئے مالی سال کے دوران متعدد منصوبوں کے لیے فنڈز مختص کیے ہیں جن پر جلد کام شروع کر دیا جائے گا۔ اس کے علاوہ سڑکوں کی تعمیر، پانی کی فراہمی اور بجلی کے منصوبوں کو بھی ترجیح دی جائے گی۔کوئٹہ میں جاری اجلاس کے دوران متعلقہ حکام نے صوبے میں امن و امان کی صورتحال پر تفصیلی بریفنگ دی اور مختلف اضلاع میں ترقیاتی منصوبوں کی پیش رفت کا جائزہ لیا گیا۔ اس موقع پر کہا گیا کہ عوامی مسائل کے حل کے لیے تمام ادارے مل کر کام کریں گے اور شفافیت کو یقینی بنایا جائے گا۔ وزیراعلیٰ نے ہدایت کی کہ تعلیم، صحت اور روزگار کے شعبوں میں فوری اقدامات کیے جائیں تاکہ شہریوں کو ریلیف مل سکے۔ اجلاس میں بتایا گیا کہ صوبائی حکومت نے نئے مالی سال کے دوران متعدد منصوبوں کے لیے فنڈز مختص کیے ہیں جن پر جلد کام شروع کر دیا جائے گا۔ اس کے علاوہ سڑکوں کی تعمیر، پانی کی فراہمی اور بجلی کے منصوبوں کو بھی ترجیح دی جائے گی۔کوئٹہ میں جاری اجلاس کے دوران متعلقہ حکام نے صوبے میں امن و امان کی صورتحال پر ت: [3, 131, 190, 432]
- tag-label: بقیہ: [429, 591, 451, 606]
- tag-label: بقیہ: [606, 501, 628, 517]
- tag-number: 60: [280, 903, 299, 918]
- tag-brand: شجاعت: [299, 2033, 340, 2048]
- tag-number: 55: [368, 1386, 387, 1402]
- continued-story-tag: [545, 500, 629, 517]
- article-text: کوئٹہ میں جاری اجلاس کے دوران متعلقہ حکام نے صوبے میں امن و امان کی صورتحال پر تفصیلی بریفنگ دی اور مختلف اضلاع میں ترقیاتی منصوبوں کی پیش رفت کا جائزہ لیا گیا۔ اس موقع پر کہا گیا کہ عوامی مسائل کے حل کے لیے تمام ادارے مل کر کام کریں گے اور شفافیت کو یقینی بنایا جائے گا۔ وزیراعلیٰ نے ہدایت کی کہ تعلیم، صحت اور روزگار کے شعبوں میں فوری اقدامات کیے جائیں تاکہ شہریوں کو ریلیف مل سکے۔ اجلاس میں بتایا گیا کہ صوبائی حکومت نے نئے مالی سال کے دوران متعدد منصوبوں کے لیے فنڈز مختص کیے ہیں جن پر جلد کام شروع کر دیا جائے گا۔ اس کے علاوہ سڑکوں کی تعمیر، پانی کی فراہمی اور بجلی کے منصوبوں کو بھی ترجیح دی جائے گی۔کوئٹہ میں جاری اجلاس کے دوران متعلقہ حکام نے صوبے میں امن و امان کی صورتحال پر: [543, 520, 631, 896]
- tag-number: 48: [457, 945, 476, 961]
- continued-story-tag: [368, 1783, 452, 1800]
- tag-brand: شجاعت: [564, 1694, 606, 1710]
- tag-brand: شجاعت: [653, 1486, 692, 1501]
- tag-label: بقیہ: [340, 527, 362, 542]
- tag-number: 58: [280, 150, 299, 165]
- page-number: 3: [347, 23, 358, 49]
- continued-story-tag: [456, 1698, 540, 1715]
- tag-label: بقیہ: [691, 1205, 713, 1220]
- tag-brand: شجاعت: [387, 1784, 429, 1799]
- article-text: کوئٹہ میں جاری اجلاس کے دوران متعلقہ حکام نے صوبے میں امن و امان کی صورتحال پر تفصیلی بریفنگ دی اور مختلف اضلاع میں ترقیاتی منصوبوں کی پیش رفت کا جائزہ لیا گیا۔ اس موقع پر کہا گیا کہ عوامی مسائل کے حل کے لیے تمام ادارے مل کر کام: [366, 58, 454, 189]
- column-4: [365, 58, 454, 1320]
- article-text: کوئٹہ میں جاری اجلاس کے دوران متعلقہ حکام نے صوبے میں امن و امان کی صورتحال پر تفصیلی بریفنگ دی اور مختلف اضلاع میں ترقیاتی منصوبوں کی پیش رفت کا جائزہ لیا گیا۔ اس موقع پر کہا گیا کہ عوامی مسائل کے حل کے لیے تمام ادارے مل کر کام کریں گے اور شفافیت کو یقینی بنایا جائے گا۔ وزیراعلیٰ نے ہدایت کی کہ تعلیم، صحت اور روزگار کے شعبوں میں فوری اقدامات کیے جائیں تاکہ شہریوں کو ریلیف مل سکے۔ اجلاس میں بتایا گیا کہ صوبائی حکومت نے نئے مالی سال کے دوران متعدد منصوبوں کے لیے فنڈز مختص کیے ہیں جن پر جلد کام شروع کر دیا جائے گا۔ اس کے علاوہ سڑکوں کی تعمیر، پانی کی فراہمی اور بجلی کے منصوبوں کو بھی ترجیح دی جائے گی۔کوئٹہ میں جاری اجلاس کے دوران متعلقہ حکام نے صوبے میں امن و امان کی صورتحال پر تفصیلی بریفنگ دی اور مختلف اضلاع میں ترقیاتی منصوبوں کی پیش رفت کا جائزہ لیا گیا۔ اس موقع پر کہا گیا کہ عوامی مسا: [543, 58, 631, 498]
